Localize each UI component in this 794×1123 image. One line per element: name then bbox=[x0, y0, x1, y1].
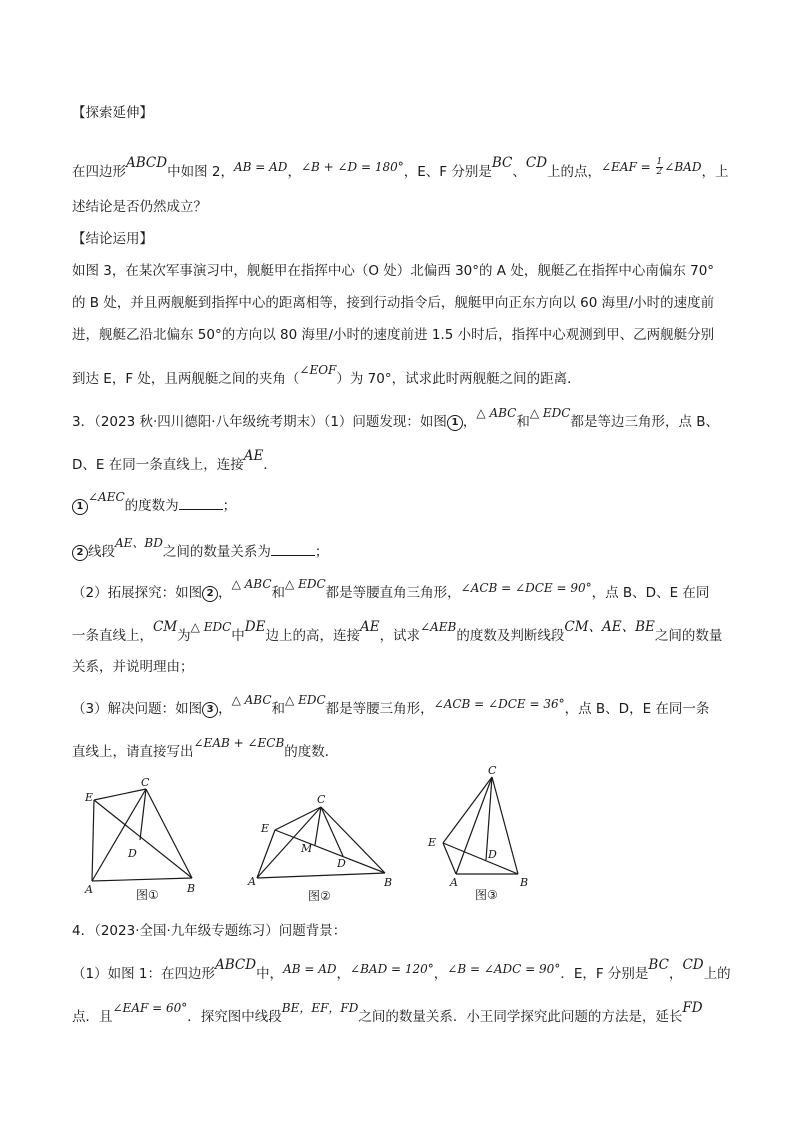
text-segment: 中如图 2， bbox=[167, 164, 234, 180]
math-segment: AE bbox=[243, 448, 264, 464]
text-segment: ．E，F 分别是 bbox=[560, 966, 649, 982]
math-segment: CM bbox=[153, 619, 178, 635]
apply-text-line3: 进，舰艇乙沿北偏东 50°的方向以 80 海里/小时的速度前进 1.5 小时后，指挥中心观测到甲、乙两舰艇分别 bbox=[72, 327, 715, 343]
text-segment: 的度数． bbox=[284, 744, 339, 760]
math-angle: ∠EOF bbox=[299, 363, 337, 377]
text-segment: ， bbox=[218, 701, 232, 717]
text-segment: ； bbox=[222, 498, 237, 514]
math-angle: ∠AEB bbox=[420, 620, 457, 634]
q3-line1 bbox=[72, 406, 720, 431]
math-segment: CD bbox=[525, 155, 548, 171]
math-angle-sum: ∠EAB + ∠ECB bbox=[193, 736, 285, 750]
circled-number-1: 1 bbox=[447, 415, 463, 431]
math-segments: CM、AE、BE bbox=[564, 619, 655, 635]
extension-question-line1 bbox=[72, 155, 729, 182]
extension-question-line2: 述结论是否仍然成立？ bbox=[72, 199, 207, 215]
math-angle: ∠EAF = 60° bbox=[112, 1001, 188, 1015]
q3-line2 bbox=[72, 448, 277, 474]
label-B: B bbox=[520, 876, 529, 889]
text-segment: ， bbox=[668, 966, 683, 982]
math-triangle: △ ABC bbox=[476, 406, 517, 420]
edge-EB bbox=[275, 830, 385, 873]
math-part: ∠EAF = bbox=[601, 160, 651, 174]
q3-part2-line1 bbox=[72, 577, 710, 602]
label-D: D bbox=[488, 848, 497, 861]
math-segment: DE bbox=[244, 619, 266, 635]
text-segment: ， bbox=[336, 966, 351, 982]
label-M: M bbox=[301, 842, 313, 855]
math-angle-equation: ∠B = ∠ADC = 90° bbox=[447, 962, 561, 976]
q3-part2-line3: 关系，并说明理由； bbox=[72, 659, 194, 675]
label-C: C bbox=[317, 793, 326, 806]
apply-text-line2: 的 B 处，并且两舰艇到指挥中心的距离相等，接到行动指令后，舰艇甲向正东方向以 60 海里/小时的速度前 bbox=[72, 295, 715, 311]
figure-2 bbox=[245, 790, 400, 905]
fraction-denominator: 2 bbox=[656, 167, 663, 177]
text-segment: 的度数及判断线段 bbox=[456, 628, 565, 644]
text-segment: ，点 B、D，E 在同一条 bbox=[564, 701, 710, 717]
label-B: B bbox=[187, 882, 196, 895]
label-E: E bbox=[85, 791, 94, 804]
math-segment: FD bbox=[682, 1000, 703, 1016]
math-angle: ∠BAD = 120° bbox=[350, 962, 434, 976]
text-segment: 到达 E，F 处，且两舰艇之间的夹角（ bbox=[72, 371, 300, 387]
math-triangle: △ EDC bbox=[285, 577, 326, 591]
math-angle-relation bbox=[601, 157, 702, 177]
circled-number-2: 2 bbox=[202, 586, 218, 602]
math-angle-sum: ∠B + ∠D = 180° bbox=[300, 160, 404, 174]
edge-EC bbox=[94, 789, 146, 800]
label-E: E bbox=[428, 836, 437, 849]
text-segment: 和 bbox=[271, 585, 286, 601]
label-D: D bbox=[128, 847, 137, 860]
edge-EC bbox=[275, 807, 321, 830]
answer-blank bbox=[179, 497, 223, 510]
text-segment: ， bbox=[287, 164, 301, 180]
math-equation: AB = AD bbox=[283, 962, 337, 976]
q4-line2 bbox=[72, 957, 731, 983]
math-part: ∠BAD bbox=[664, 160, 702, 174]
text-segment: 中， bbox=[256, 966, 284, 982]
fraction bbox=[656, 158, 664, 177]
edge-EA bbox=[257, 830, 275, 878]
text-segment: D、E 在同一条直线上，连接 bbox=[72, 457, 244, 473]
q3-part2-line2 bbox=[72, 619, 723, 645]
label-E: E bbox=[261, 822, 270, 835]
text-segment: ， bbox=[462, 414, 477, 430]
edge-AB bbox=[257, 873, 385, 878]
text-segment: 和 bbox=[271, 701, 286, 717]
math-quadrilateral: ABCD bbox=[126, 155, 168, 171]
math-segments: BE，EF，FD bbox=[281, 1001, 359, 1015]
label-A: A bbox=[85, 883, 93, 896]
text-segment: 边上的高，连接 bbox=[265, 628, 360, 644]
text-segment: ， bbox=[433, 966, 448, 982]
edge-CE bbox=[443, 777, 492, 843]
figure-3-caption: 图③ bbox=[475, 888, 498, 902]
label-C: C bbox=[141, 776, 150, 789]
edge-CB bbox=[321, 807, 385, 873]
text-segment: ．探究图中线段 bbox=[187, 1009, 282, 1025]
math-segment: BC bbox=[491, 155, 513, 171]
text-segment: （3）解决问题：如图 bbox=[72, 701, 203, 717]
label-C: C bbox=[488, 764, 497, 777]
text-segment: ． bbox=[263, 457, 277, 473]
apply-text-line1: 如图 3，在某次军事演习中，舰艇甲在指挥中心（O 处）北偏西 30°的 A 处，舰艇乙在指挥中心南偏东 70° bbox=[72, 263, 715, 279]
math-segment: AE bbox=[359, 619, 380, 635]
text-segment: ）为 70°，试求此时两舰艇之间的距离． bbox=[336, 371, 581, 387]
text-segment: 之间的数量关系为 bbox=[162, 544, 271, 560]
figure-1-caption: 图① bbox=[136, 888, 159, 902]
text-segment: 和 bbox=[516, 414, 530, 430]
text-segment: 之间的数量 bbox=[654, 628, 723, 644]
circled-number-3: 3 bbox=[202, 702, 218, 718]
text-segment: ，点 B、D、E 在同 bbox=[591, 585, 710, 601]
label-A: A bbox=[450, 876, 458, 889]
figure-2-caption: 图② bbox=[308, 889, 331, 903]
figure-3 bbox=[422, 765, 542, 905]
text-segment: 直线上，请直接写出 bbox=[72, 744, 194, 760]
math-equation: AB = AD bbox=[233, 160, 288, 174]
text-segment: （1）如图 1：在四边形 bbox=[72, 966, 215, 982]
label-A: A bbox=[248, 875, 256, 888]
math-segment: BC bbox=[648, 957, 669, 973]
text-segment: 在四边形 bbox=[72, 164, 126, 180]
q4-line1: 4．（2023·全国·九年级专题练习）问题背景： bbox=[72, 923, 347, 939]
answer-blank bbox=[271, 543, 315, 556]
math-segment: CD bbox=[682, 957, 704, 973]
text-segment: 一条直线上， bbox=[72, 628, 153, 644]
q3-part3-line1 bbox=[72, 693, 710, 718]
text-segment: （2）拓展探究：如图 bbox=[72, 585, 203, 601]
text-segment: 中 bbox=[231, 628, 245, 644]
apply-header: 【结论运用】 bbox=[72, 231, 153, 247]
text-segment: 都是等边三角形，点 B、 bbox=[570, 414, 720, 430]
text-segment: ，E、F 分别是 bbox=[403, 164, 492, 180]
math-triangle: △ EDC bbox=[285, 693, 326, 707]
text-segment: 上的 bbox=[703, 966, 731, 982]
math-triangle: △ ABC bbox=[231, 693, 272, 707]
math-segments: AE、BD bbox=[115, 536, 163, 550]
text-segment: 点．且 bbox=[72, 1009, 113, 1025]
math-quadrilateral: ABCD bbox=[214, 957, 257, 973]
label-D: D bbox=[337, 857, 346, 870]
text-segment: ，试求 bbox=[379, 628, 421, 644]
q3-sub1 bbox=[72, 490, 237, 515]
q4-line3 bbox=[72, 1000, 703, 1026]
math-angle: ∠AEC bbox=[88, 490, 125, 504]
text-segment: ， bbox=[218, 585, 232, 601]
text-segment: 上的点， bbox=[547, 164, 602, 180]
explore-header: 【探索延伸】 bbox=[72, 105, 153, 121]
math-angle-equation: ∠ACB = ∠DCE = 90° bbox=[460, 581, 592, 595]
text-segment: 都是等腰三角形， bbox=[325, 701, 434, 717]
text-segment: 为 bbox=[177, 628, 191, 644]
edge-AB bbox=[92, 878, 192, 881]
text-segment: 都是等腰直角三角形， bbox=[325, 585, 461, 601]
edge-EA bbox=[92, 800, 94, 881]
text-segment: 、 bbox=[512, 164, 526, 180]
text-segment: 3．（2023 秋·四川德阳·八年级统考期末）（1）问题发现：如图 bbox=[72, 414, 447, 430]
edge-CB bbox=[146, 789, 192, 878]
fraction-numerator: 1 bbox=[656, 157, 663, 167]
apply-text-line4 bbox=[72, 363, 581, 388]
math-angle-equation: ∠ACB = ∠DCE = 36° bbox=[433, 697, 565, 711]
text-segment: 线段 bbox=[88, 544, 115, 560]
text-segment: 的度数为 bbox=[124, 498, 179, 514]
math-triangle: △ EDC bbox=[529, 406, 571, 420]
math-triangle: △ EDC bbox=[190, 620, 232, 634]
text-segment: ，上 bbox=[701, 164, 729, 180]
circled-number-1: 1 bbox=[72, 499, 88, 515]
text-segment: 之间的数量关系．小王同学探究此问题的方法是，延长 bbox=[358, 1009, 683, 1025]
figure-1 bbox=[80, 776, 210, 905]
q3-part3-line2 bbox=[72, 736, 339, 761]
q3-sub2 bbox=[72, 536, 329, 561]
math-triangle: △ ABC bbox=[231, 577, 272, 591]
circled-number-2: 2 bbox=[72, 545, 88, 561]
text-segment: ； bbox=[314, 544, 329, 560]
label-B: B bbox=[384, 876, 393, 889]
